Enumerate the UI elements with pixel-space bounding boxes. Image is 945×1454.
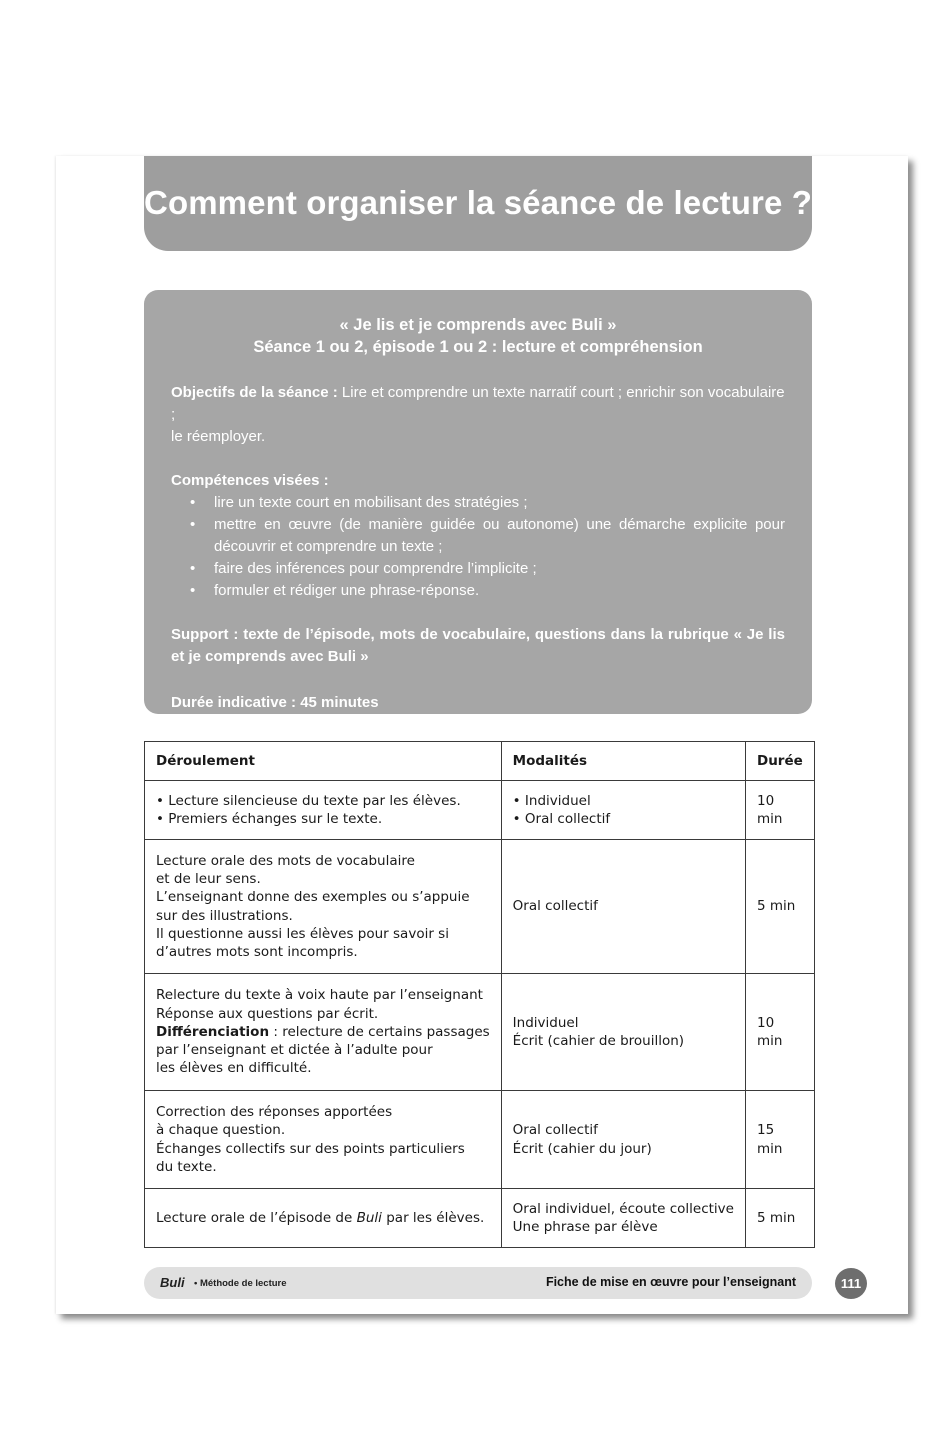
cell-line: Correction des réponses apportées [156,1103,393,1120]
box-heading-2: Séance 1 ou 2, épisode 1 ou 2 : lecture et compréhension [253,338,703,356]
cell-line: Réponse aux questions par écrit. [156,1005,379,1022]
session-info-box [144,290,812,714]
differenciation-label: Différenciation [156,1023,270,1040]
session-table [144,741,815,1248]
footer-bar [144,1267,812,1299]
cell-duree: 10 min [745,781,814,840]
cell-line: Oral individuel, écoute collective [512,1200,734,1217]
cell-deroulement [145,974,502,1091]
cell-line [156,1023,490,1041]
competence-item: • faire des inférences pour comprendre l’implicite ; [214,558,785,580]
objectifs-text-2: le réemployer. [171,428,266,445]
cell-text: : relecture de certains passages [269,1023,490,1040]
cell-deroulement [145,1189,502,1248]
brand-logo: Buli [160,1275,185,1290]
cell-modalites [501,1091,745,1189]
competence-item: • mettre en œuvre (de manière guidée ou autonome) une démarche explicite pour découvrir et comprendre un texte ; [214,514,785,558]
page-title: Comment organiser la séance de lecture ? [144,184,812,221]
cell-line: du texte. [156,1158,217,1175]
cell-line [156,1209,490,1227]
cell-duree: 10 min [745,974,814,1091]
cell-line: Écrit (cahier de brouillon) [512,1033,685,1049]
page-number: 111 [835,1268,867,1299]
fiche-label: Fiche de mise en œuvre pour l’enseignant [545,1275,796,1289]
cell-line: Relecture du texte à voix haute par l’enseignant [156,987,483,1004]
buli-italic: Buli [356,1209,382,1226]
table-row [145,840,815,974]
duree-text: Durée indicative : 45 minutes [171,694,379,711]
table-row [145,974,815,1091]
cell-line: • Lecture silencieuse du texte par les élèves. [156,792,461,809]
table-row [145,781,815,840]
cell-line: sur des illustrations. [156,907,293,924]
cell-line: à chaque question. [156,1122,286,1139]
cell-line: • Oral collectif [512,811,611,827]
box-heading-1: « Je lis et je comprends avec Buli » [339,316,617,334]
cell-duree: 5 min [745,840,814,974]
cell-deroulement [145,1091,502,1189]
cell-line: par l’enseignant et dictée à l’adulte pour [156,1042,433,1059]
table-header-row [145,742,815,781]
cell-line: Écrit (cahier du jour) [512,1140,652,1157]
support-text: Support : texte de l’épisode, mots de vocabulaire, questions dans la rubrique « Je lis et je comprends avec Buli » [171,626,785,665]
title-band [144,156,812,251]
cell-line: Il questionne aussi les élèves pour savoir si [156,925,449,942]
cell-deroulement [145,840,502,974]
objectifs-label: Objectifs de la séance : [171,384,338,401]
cell-line: L’enseignant donne des exemples ou s’appuie [156,889,470,906]
cell-line: les élèves en difficulté. [156,1060,312,1077]
cell-text: Lecture orale de l’épisode de [156,1209,357,1226]
cell-line: Échanges collectifs sur des points particuliers [156,1140,465,1157]
cell-line: d’autres mots sont incompris. [156,944,358,961]
cell-line: Lecture orale des mots de vocabulaire [156,852,415,869]
table-row [145,1091,815,1189]
competence-item: • formuler et rédiger une phrase-réponse. [214,580,785,602]
method-label: • Méthode de lecture [194,1278,287,1289]
cell-line: • Individuel [512,792,591,809]
header-deroulement: Déroulement [145,742,502,781]
competences-list [171,492,785,602]
header-modalites: Modalités [501,742,745,781]
header-duree: Durée [745,742,814,781]
cell-line: • Premiers échanges sur le texte. [156,811,383,827]
cell-line: Oral collectif [512,898,598,915]
competence-item: • lire un texte court en mobilisant des stratégies ; [214,492,785,514]
cell-duree: 15 min [745,1091,814,1189]
objectifs-text: Lire et comprendre un texte narratif court ; enrichir son vocabulaire ; [171,384,785,423]
cell-line: Une phrase par élève [512,1219,658,1235]
objectifs [171,382,785,448]
cell-line: Individuel [512,1014,579,1031]
cell-modalites [501,974,745,1091]
cell-line: Oral collectif [512,1122,598,1139]
cell-modalites [501,840,745,974]
cell-duree: 5 min [745,1189,814,1248]
cell-line: et de leur sens. [156,870,261,887]
table-row [145,1189,815,1248]
cell-deroulement [145,781,502,840]
cell-text: par les élèves. [381,1209,485,1226]
cell-modalites [501,781,745,840]
competences-label: Compétences visées : [171,472,329,489]
cell-modalites [501,1189,745,1248]
